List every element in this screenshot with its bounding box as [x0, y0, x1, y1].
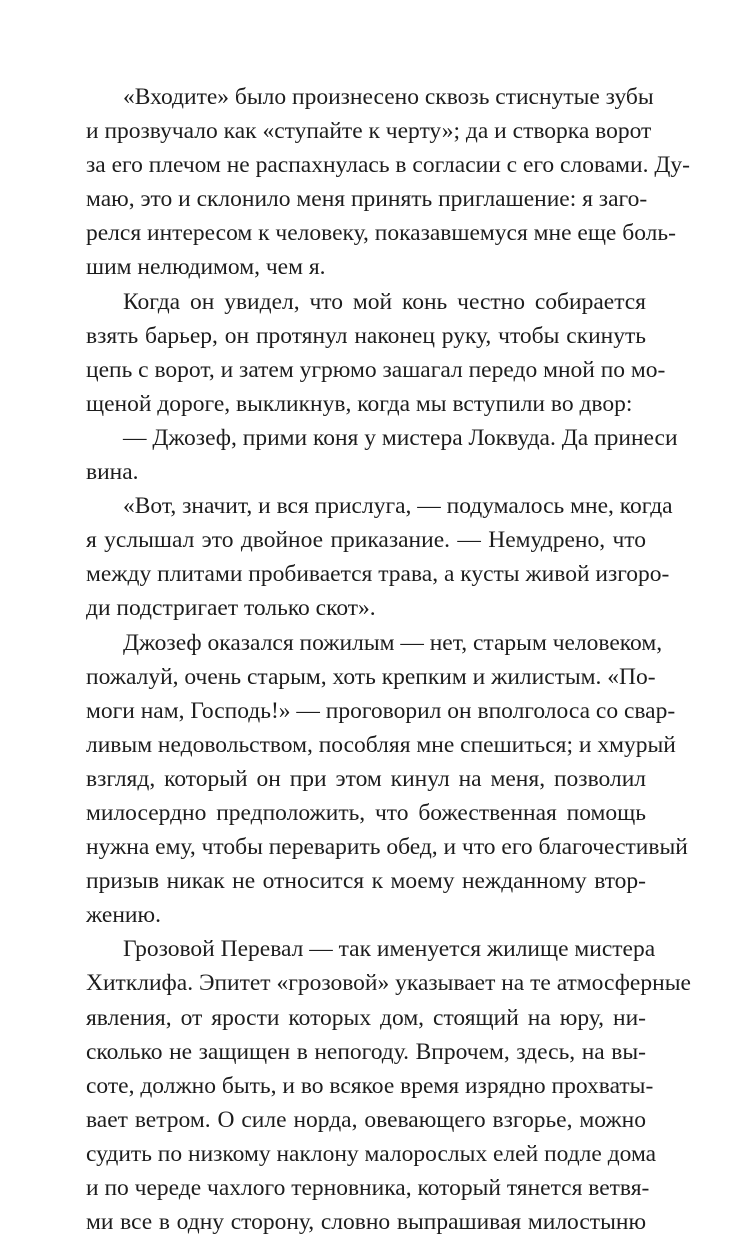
text-line: взгляд, который он при этом кинул на меня, позволил [86, 765, 646, 792]
text-line: и прозвучало как «ступайте к черту»; да и створка ворот [86, 118, 652, 145]
text-line: «Входите» было произнесено сквозь стиснутые зубы [123, 84, 654, 110]
text-line: ми все в одну сторону, словно выпрашивая милостыню [86, 1209, 646, 1236]
text-line: вина. [86, 459, 139, 486]
text-line: призыв никак не относится к моему нежданному втор- [86, 868, 646, 895]
body-text [86, 80, 691, 1239]
text-line: вает ветром. О силе норда, овевающего взгорье, можно [86, 1106, 646, 1133]
text-line: явления, от ярости которых дом, стоящий на юру, ни- [86, 1004, 646, 1031]
text-line: за его плечом не распахнулась в согласии с его словами. Ду- [86, 152, 690, 179]
text-line: соте, должно быть, и во всякое время изрядно прохваты- [86, 1072, 654, 1099]
text-line: жению. [86, 902, 161, 929]
text-line: сколько не защищен в непогоду. Впрочем, здесь, на вы- [86, 1038, 646, 1065]
text-line: Грозовой Перевал — так именуется жилище мистера [123, 936, 656, 963]
text-line: Джозеф оказался пожилым — нет, старым человеком, [123, 629, 663, 656]
text-line: ди подстригает только скот». [86, 595, 376, 622]
text-line: между плитами пробивается трава, а кусты живой изгоро- [86, 561, 670, 588]
text-line: цепь с ворот, и затем угрюмо зашагал передо мной по мо- [86, 356, 666, 383]
text-line: Хитклифа. Эпитет «грозовой» указывает на те атмосферные [86, 970, 691, 997]
text-line: и по череде чахлого терновника, который тянется ветвя- [86, 1175, 650, 1201]
text-line: ливым недовольством, пособляя мне спешиться; и хмурый [86, 731, 676, 758]
text-line: щеной дороге, выкликнув, когда мы вступили во двор: [86, 390, 633, 417]
text-line: — Джозеф, прими коня у мистера Локвуда. Да принеси [123, 424, 678, 451]
text-line: моги нам, Господь!» — проговорил он вполголоса со свар- [86, 697, 676, 724]
text-line: шим нелюдимом, чем я. [86, 254, 326, 281]
text-line: пожалуй, очень старым, хоть крепким и жилистым. «По- [86, 663, 656, 690]
text-line: релся интересом к человеку, показавшемуся мне еще боль- [86, 220, 676, 247]
text-line: милосердно предположить, что божественная помощь [86, 799, 646, 826]
text-line: Когда он увидел, что мой конь честно собирается [123, 288, 646, 315]
text-line: маю, это и склонило меня принять приглашение: я заго- [86, 186, 648, 213]
text-line: нужна ему, чтобы переварить обед, и что его благочестивый [86, 834, 688, 861]
text-line: «Вот, значит, и вся прислуга, — подумалось мне, когда [123, 493, 673, 520]
text-line: я услышал это двойное приказание. — Немудрено, что [86, 527, 646, 554]
text-line: судить по низкому наклону малорослых елей подле дома [86, 1140, 657, 1167]
text-line: взять барьер, он протянул наконец руку, чтобы скинуть [86, 322, 646, 349]
